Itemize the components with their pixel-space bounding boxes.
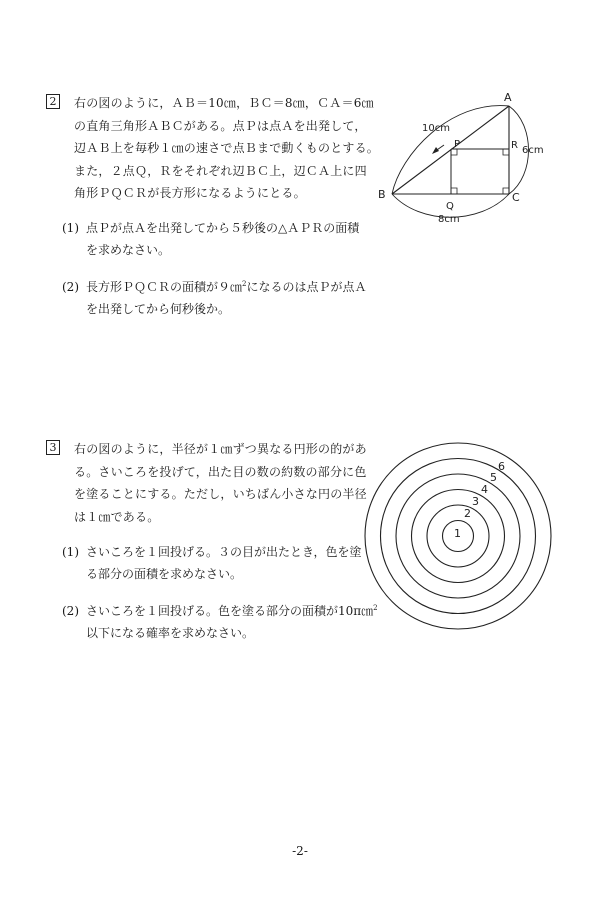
ring-label-3: 3 bbox=[472, 495, 479, 508]
right-angle-mark bbox=[451, 188, 457, 194]
ring-label-6: 6 bbox=[498, 460, 505, 473]
question-label: (1) bbox=[62, 545, 79, 559]
arrow-head bbox=[432, 147, 439, 154]
length-label-bc: 8cm bbox=[438, 214, 460, 225]
problem-number-badge: 2 bbox=[46, 94, 60, 109]
question-label: (1) bbox=[62, 221, 79, 235]
triangle-figure bbox=[370, 85, 550, 235]
length-label-ca: 6cm bbox=[522, 145, 544, 156]
statement-line: は１㎝である。 bbox=[74, 509, 160, 524]
question-line: 点Ｐが点Ａを出発してから５秒後の△ＡＰＲの面積 bbox=[86, 221, 360, 235]
vertex-label-b: B bbox=[378, 188, 386, 201]
question-line: さいころを１回投げる。３の目が出たとき，色を塗 bbox=[86, 545, 362, 559]
question-text: になるのは点Ｐが点Ａ bbox=[246, 280, 367, 294]
problem-number-badge: 3 bbox=[46, 440, 60, 455]
superscript: 2 bbox=[242, 280, 247, 288]
problem-statement bbox=[74, 438, 367, 528]
point-label-r: R bbox=[511, 140, 518, 151]
statement-line: 角形ＰＱＣＲが長方形になるようにとる。 bbox=[74, 186, 306, 200]
statement-line: 右の図のように，半径が１㎝ずつ異なる円形の的があ bbox=[74, 442, 367, 456]
question-line: る部分の面積を求めなさい。 bbox=[86, 567, 243, 581]
statement-line: の直角三角形ＡＢＣがある。点Ｐは点Ａを出発して， bbox=[74, 118, 367, 133]
ring-label-5: 5 bbox=[490, 471, 497, 484]
point-label-p: P bbox=[454, 139, 461, 150]
ring-label-2: 2 bbox=[464, 507, 471, 520]
right-angle-mark bbox=[503, 188, 509, 194]
right-angle-mark bbox=[503, 149, 509, 155]
length-label-ab: 10cm bbox=[422, 123, 450, 134]
page-number: -2- bbox=[292, 844, 308, 858]
statement-line: 右の図のように，ＡＢ＝10㎝，ＢＣ＝8㎝，ＣＡ＝6㎝ bbox=[74, 96, 374, 110]
statement-line: を塗ることにする。ただし，いちばん小さな円の半径 bbox=[74, 487, 367, 501]
question-line bbox=[86, 276, 367, 298]
vertex-label-c: C bbox=[512, 191, 520, 204]
problem-statement bbox=[74, 92, 379, 205]
ring-label-4: 4 bbox=[481, 483, 488, 496]
ring-label-1: 1 bbox=[454, 527, 461, 540]
question-line: 以下になる確率を求めなさい。 bbox=[86, 626, 255, 640]
statement-line: る。さいころを投げて，出た目の数の約数の部分に色 bbox=[74, 464, 367, 479]
question-text: 長方形ＰＱＣＲの面積が９㎝ bbox=[86, 280, 243, 294]
question-label: (2) bbox=[62, 280, 79, 294]
point-label-q: Q bbox=[446, 201, 454, 212]
superscript: 2 bbox=[373, 604, 378, 612]
question-label: (2) bbox=[62, 604, 79, 618]
question-line bbox=[86, 600, 378, 622]
question-line: を求めなさい。 bbox=[86, 243, 171, 257]
question-line: を出発してから何秒後か。 bbox=[86, 302, 231, 316]
question-text: さいころを１回投げる。色を塗る部分の面積が10π㎝ bbox=[86, 604, 374, 618]
statement-line: 辺ＡＢ上を毎秒１㎝の速さで点Ｂまで動くものとする。 bbox=[74, 141, 380, 155]
concentric-target-figure bbox=[360, 438, 556, 634]
statement-line: また，２点Ｑ，Ｒをそれぞれ辺ＢＣ上，辺ＣＡ上に四 bbox=[74, 163, 367, 178]
vertex-label-a: A bbox=[504, 91, 512, 104]
